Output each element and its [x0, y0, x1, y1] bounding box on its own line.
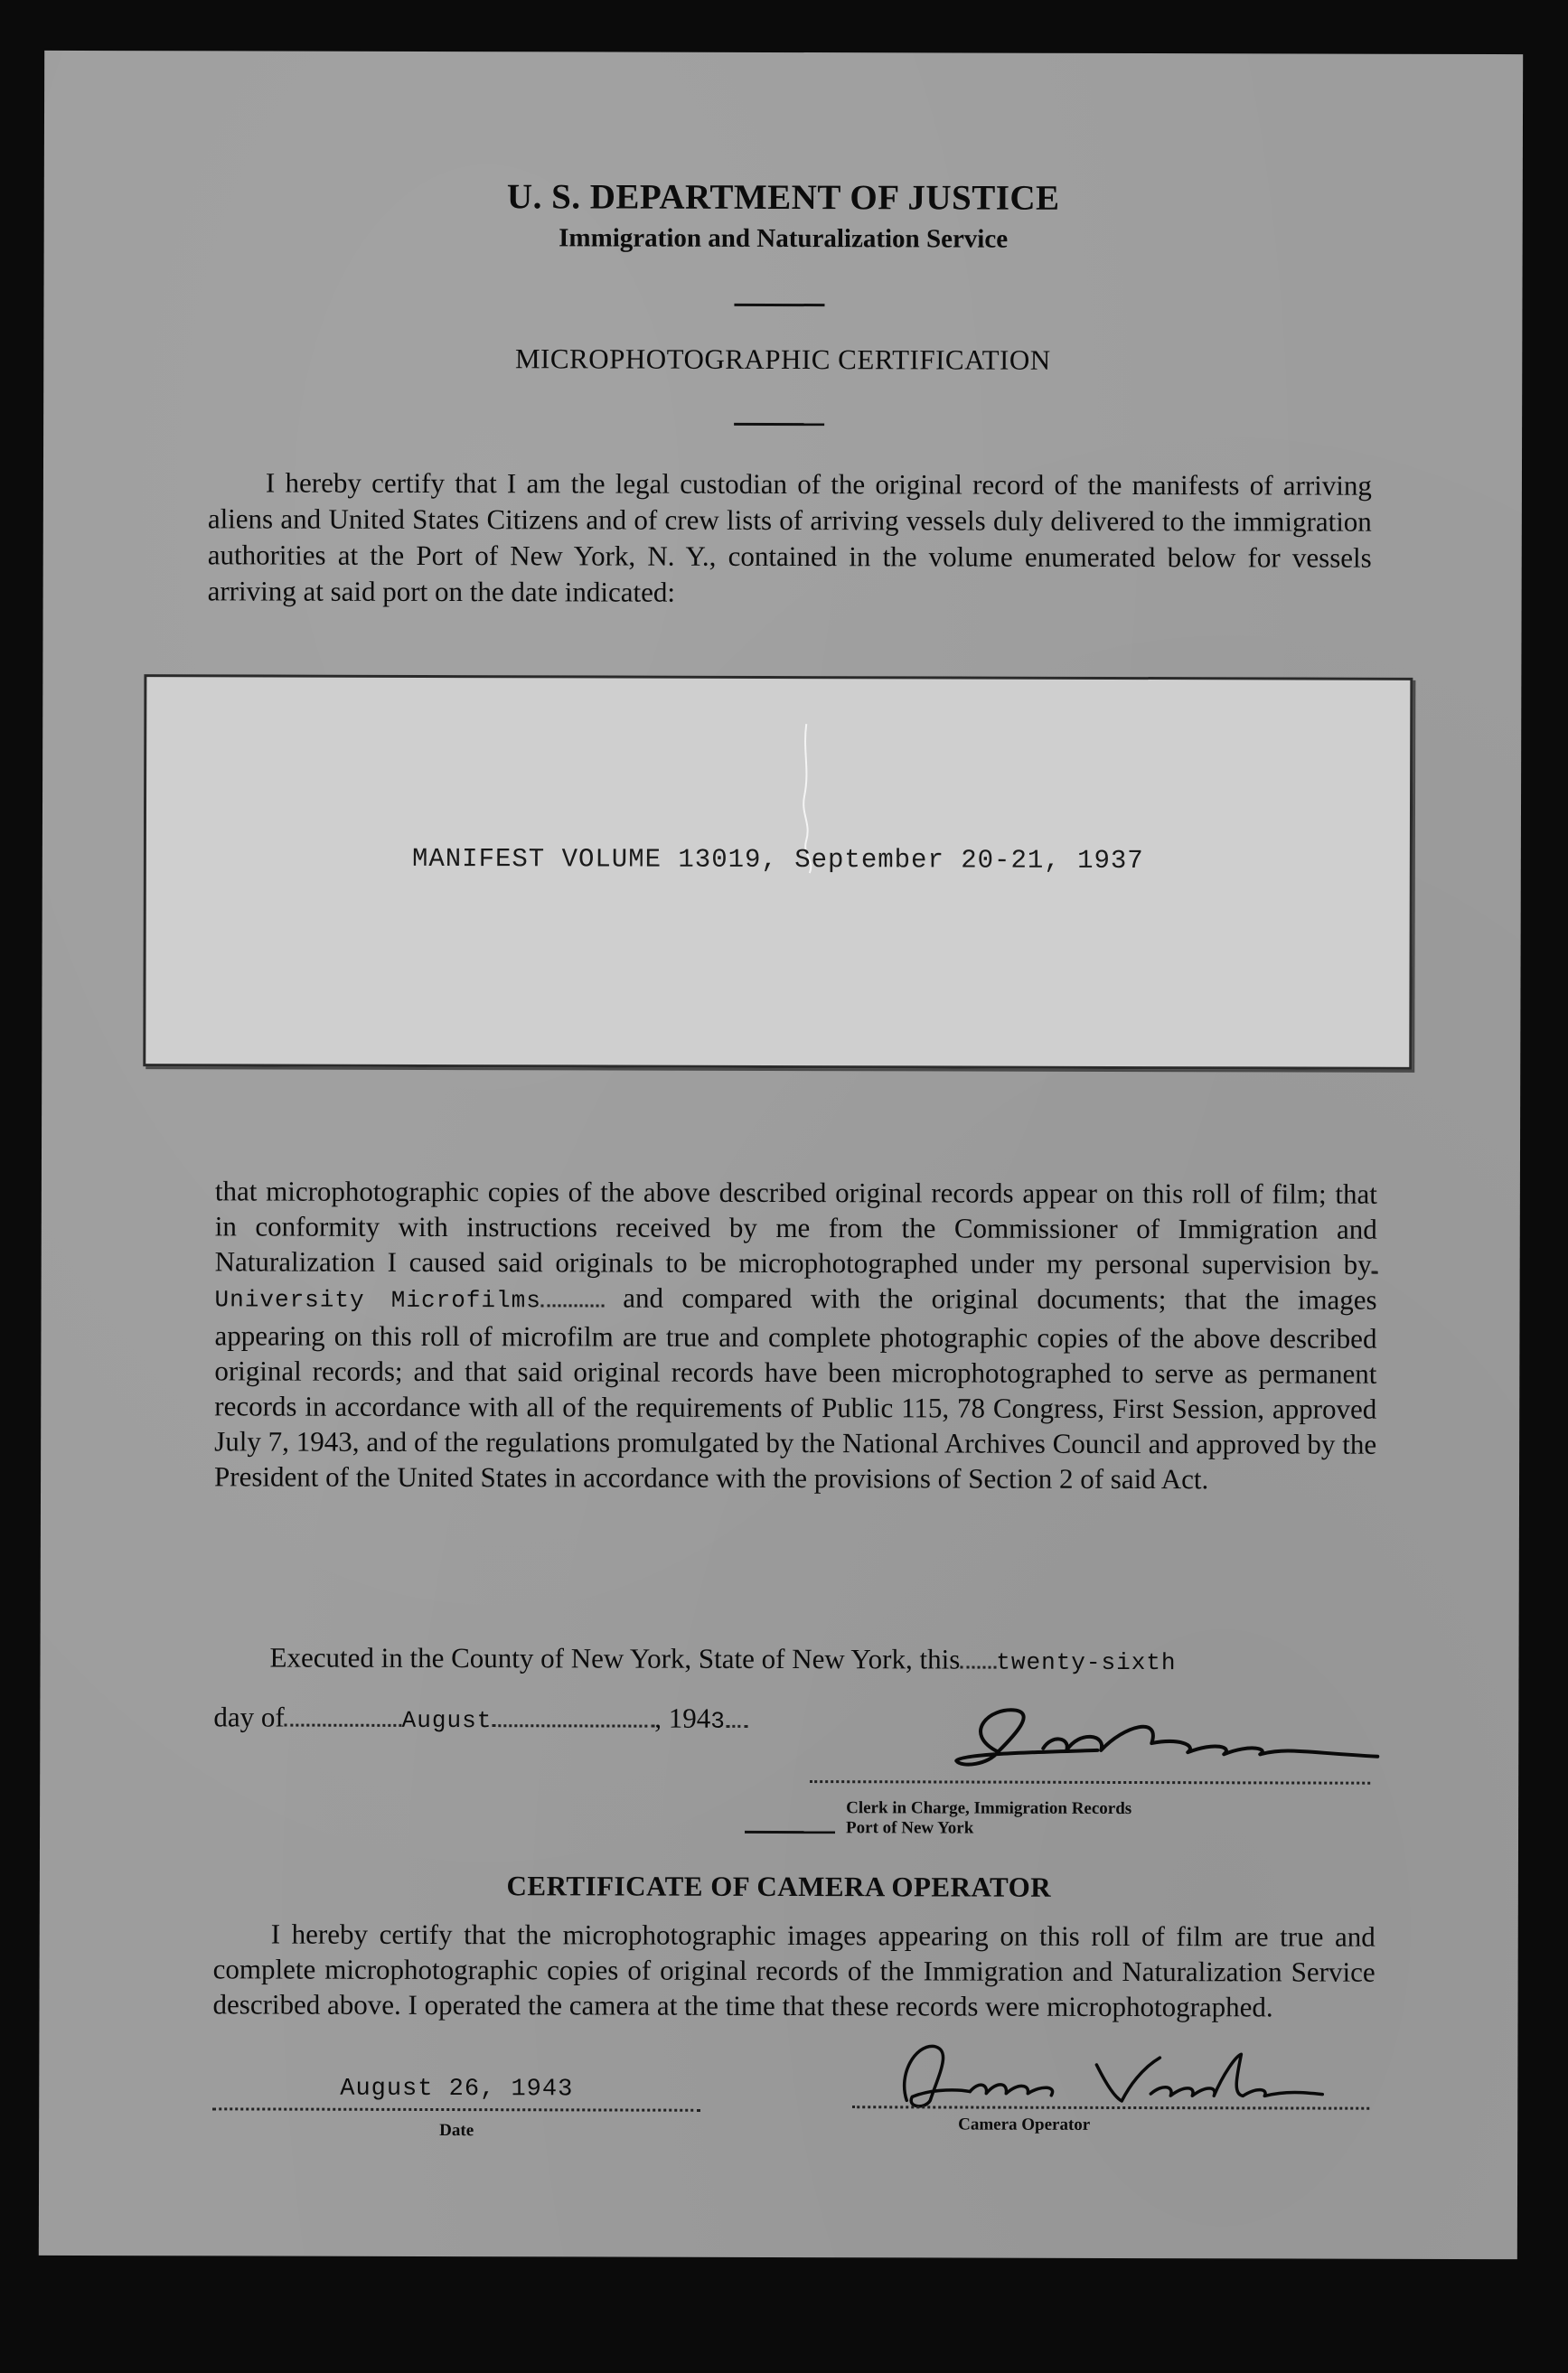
day-of-line [213, 1701, 864, 1735]
divider-rule [734, 304, 824, 306]
manifest-volume-box [143, 674, 1413, 1070]
filmed-by-value: University Microfilms [214, 1286, 541, 1315]
year-suffix: 3 [710, 1707, 726, 1735]
microphotography-statement [214, 1173, 1377, 1496]
date-label: Date [439, 2121, 474, 2141]
executed-day-value: twenty-sixth [996, 1648, 1177, 1677]
camera-operator-statement: I hereby certify that the microphotographic images appearing on this roll of film are true and complete microphotographic copies of original records of the Immigration and Naturalization Service described above. I operated the camera at the time that these records were microphotographed. [212, 1918, 1376, 2023]
divider-rule [745, 1831, 835, 1834]
executed-line [269, 1642, 1381, 1677]
clerk-signature [907, 1697, 1413, 1793]
clerk-caption-location: Port of New York [846, 1818, 974, 1838]
day-of-label: day of [213, 1701, 285, 1733]
camera-operator-label: Camera Operator [958, 2115, 1091, 2134]
manifest-volume-text: MANIFEST VOLUME 13019, September 20-21, 1937 [411, 843, 1144, 877]
custodian-statement: I hereby certify that I am the legal custodian of the original record of the manifests of arriving aliens and United States Citizens and of crew lists of arriving vessels duly delivered to the immigration authorities at the Port of New York, N. Y., contained in the volume enumerated below for vessels arriving at said port on the date indicated: [207, 466, 1372, 608]
department-heading: U. S. DEPARTMENT OF JUSTICE [506, 177, 1060, 218]
date-line [212, 2107, 700, 2111]
certification-title: MICROPHOTOGRAPHIC CERTIFICATION [514, 342, 1051, 376]
service-subheading: Immigration and Naturalization Service [559, 223, 1009, 254]
camera-operator-signature [852, 2037, 1358, 2124]
camera-operator-title: CERTIFICATE OF CAMERA OPERATOR [506, 1870, 1052, 1903]
executed-text: Executed in the County of New York, State of New York, this [269, 1641, 961, 1675]
statement-part-a: that microphotographic copies of the above described original records appear on this roll of film; that in conformity with instructions received by me from the Commissioner of Immigration and Naturalization I caused said originals to be microphotographed under my personal supervision by [214, 1175, 1377, 1280]
year-prefix: , 194 [654, 1702, 711, 1734]
clerk-caption-title: Clerk in Charge, Immigration Records [846, 1798, 1132, 1819]
certificate-document [39, 51, 1523, 2259]
divider-rule [734, 423, 824, 426]
operator-date-field [212, 2075, 700, 2103]
operator-date-value: August 26, 1943 [340, 2075, 574, 2104]
statement-part-b: and compared with the original documents; that the images appearing on this roll of microfilm are true and complete photographic copies of the above described original records; and that said original records have been microphotographed to serve as permanent records in accordance with all of the requirements of Public 115, 78 Congress, First Session, approved July 7, 1943, and of the regulations promulgated by the National Archives Council and approved by the President of the United States in accordance with the provisions of Section 2 of said Act. [214, 1281, 1377, 1496]
clerk-caption [846, 1798, 1298, 1839]
executed-month-value: August [401, 1706, 493, 1735]
